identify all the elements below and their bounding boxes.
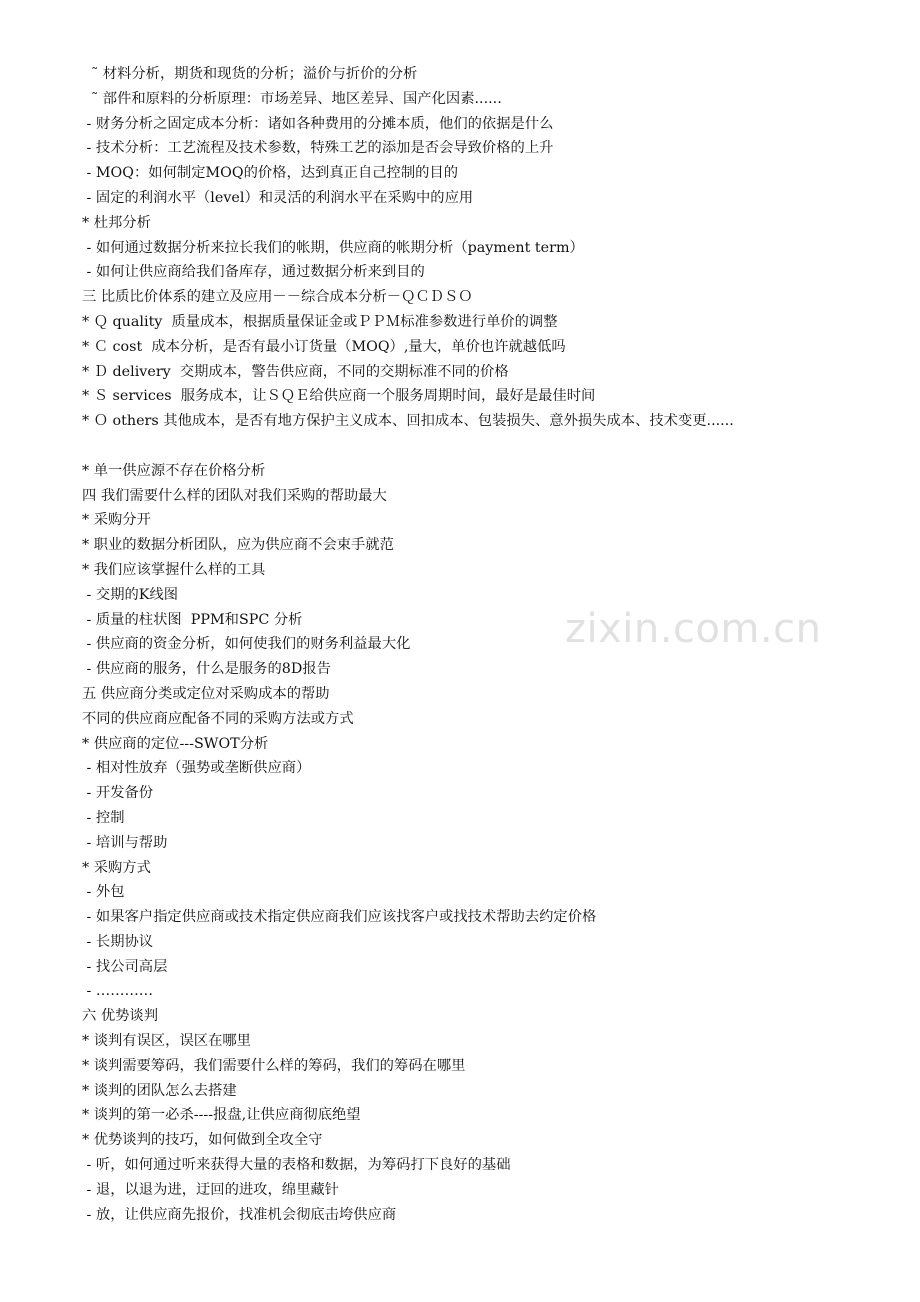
text-line: - 固定的利润水平（level）和灵活的利润水平在采购中的应用 (82, 189, 474, 206)
text-line-wrapped: * Ｏ others 其他成本，是否有地方保护主义成本、回扣成本、包装损失、意外损失成本、技术变更...... (82, 413, 734, 430)
text-line: - 听，如何通过听来获得大量的表格和数据，为筹码打下良好的基础 (82, 1157, 511, 1174)
text-line: * 谈判的团队怎么去搭建 (82, 1082, 237, 1099)
text-line: * 我们应该掌握什么样的工具 (82, 561, 266, 578)
text-line: * Ｓ services 服务成本，让ＳＱＥ给供应商一个服务周期时间，最好是最佳时间 (82, 388, 596, 405)
text-line: * 单一供应源不存在价格分析 (82, 462, 266, 479)
text-line: * 职业的数据分析团队，应为供应商不会束手就范 (82, 537, 394, 554)
text-line: - MOQ：如何制定MOQ的价格，达到真正自己控制的目的 (82, 165, 459, 182)
section-heading: 五 供应商分类或定位对采购成本的帮助 (82, 685, 330, 702)
text-line: * 谈判有误区，误区在哪里 (82, 1033, 251, 1050)
watermark: zixin.com.cn (565, 606, 822, 652)
text-line: ˜ 材料分析，期货和现货的分析；溢价与折价的分析 (82, 66, 418, 82)
text-line: * 采购方式 (82, 859, 151, 876)
text-line: - 交期的K线图 (82, 586, 179, 603)
text-line: - 供应商的服务，什么是服务的8D报告 (82, 661, 331, 678)
text-line: - 放，让供应商先报价，找准机会彻底击垮供应商 (82, 1206, 397, 1223)
text-line: * Ｃ cost 成本分析，是否有最小订货量（MOQ）,量大，单价也许就越低吗 (82, 338, 566, 355)
text-line: * Ｄ delivery 交期成本，警告供应商，不同的交期标准不同的价格 (82, 363, 509, 380)
text-line: - 质量的柱状图 PPM和SPC 分析 (82, 611, 303, 628)
section-heading: 四 我们需要什么样的团队对我们采购的帮助最大 (82, 487, 387, 504)
text-line: - 技术分析：工艺流程及技术参数，特殊工艺的添加是否会导致价格的上升 (82, 140, 554, 157)
text-line: - 退，以退为进，迂回的进攻，绵里藏针 (82, 1181, 339, 1198)
text-line: - 长期协议 (82, 933, 154, 950)
text-line: - 如何通过数据分析来拉长我们的帐期，供应商的帐期分析（payment term） (82, 239, 584, 256)
section-heading: 三 比质比价体系的建立及应用－－综合成本分析－ＱＣＤＳＯ (82, 289, 473, 306)
text-line: - 供应商的资金分析，如何使我们的财务利益最大化 (82, 636, 411, 653)
text-line: * 谈判需要筹码，我们需要什么样的筹码，我们的筹码在哪里 (82, 1057, 466, 1074)
text-line: * 谈判的第一必杀----报盘,让供应商彻底绝望 (82, 1107, 361, 1124)
text-line: - 培训与帮助 (82, 834, 168, 851)
bullet-heading: * 杜邦分析 (82, 214, 151, 231)
text-line: ˜ 部件和原料的分析原理：市场差异、地区差异、国产化因素...... (82, 90, 502, 107)
text-line: * 优势谈判的技巧，如何做到全攻全守 (82, 1132, 323, 1149)
text-line: - 如何让供应商给我们备库存，通过数据分析来到目的 (82, 264, 425, 281)
text-line: - ………… (82, 983, 154, 1000)
text-line: - 相对性放弃（强势或垄断供应商） (82, 760, 311, 777)
text-line: - 开发备份 (82, 785, 154, 802)
text-line: * 采购分开 (82, 512, 151, 529)
text-line: - 财务分析之固定成本分析：诸如各种费用的分摊本质，他们的依据是什么 (82, 115, 554, 132)
text-line: - 控制 (82, 809, 125, 826)
text-line: * 供应商的定位---SWOT分析 (82, 735, 269, 752)
section-heading: 六 优势谈判 (82, 1008, 159, 1025)
text-line: - 找公司高层 (82, 958, 168, 975)
text-line: * Ｑ quality 质量成本，根据质量保证金或ＰＰＭ标准参数进行单价的调整 (82, 313, 558, 330)
text-line: - 如果客户指定供应商或技术指定供应商我们应该找客户或找技术帮助去约定价格 (82, 909, 597, 926)
text-line: - 外包 (82, 884, 125, 901)
text-line: 不同的供应商应配备不同的采购方法或方式 (82, 710, 354, 727)
